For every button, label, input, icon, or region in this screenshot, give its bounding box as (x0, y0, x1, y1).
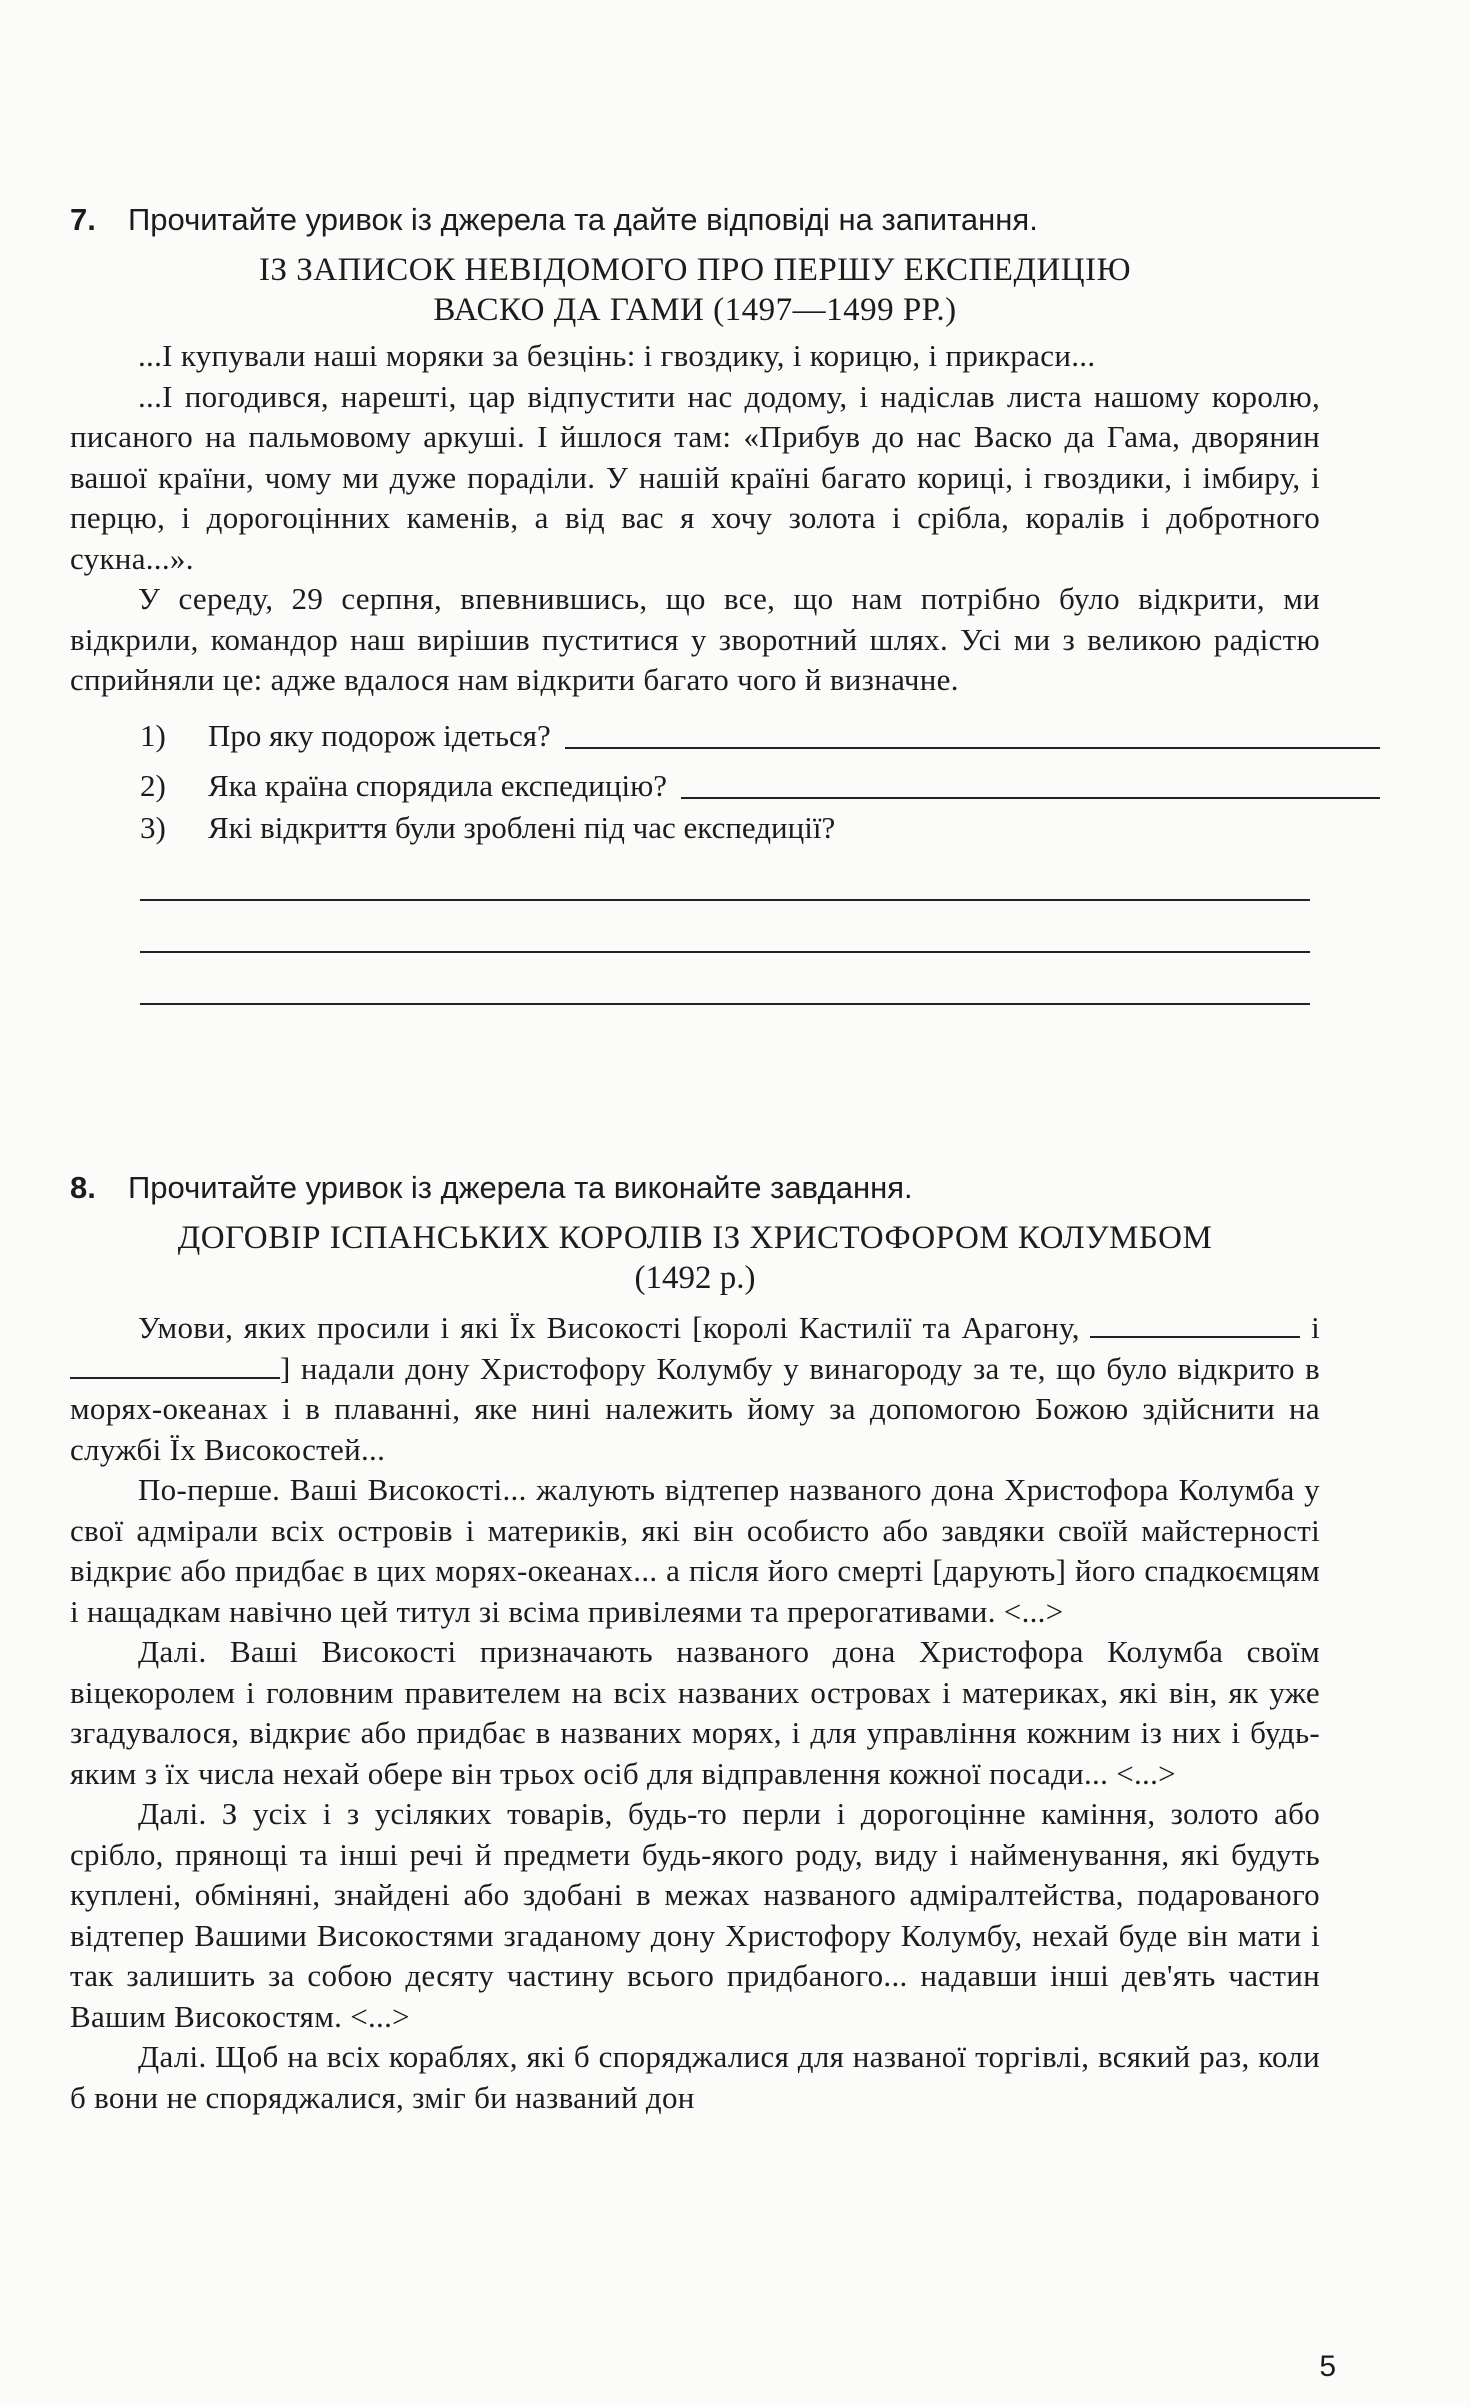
task-8-p1-part1: Умови, яких просили і які Їх Високості [королі Кастилії та Арагону, (138, 1310, 1080, 1345)
question-1-text: Про яку подорож ідеться? (208, 717, 551, 753)
blank-2[interactable] (70, 1353, 280, 1379)
task-7-paragraph-1: ...І купували наші моряки за безцінь: і гвоздику, і корицю, і прикраси... (138, 338, 1096, 373)
task-8-p1-part2: ] надали дону Христофору Колумбу у винагороду за те, що було відкрито в морях-океанах і в плаванні, яке нині належить йому за допомогою Божою здійснити на службі Їх Високостей... (70, 1350, 1320, 1467)
task-7-title-line2: ВАСКО ДА ГАМИ (1497—1499 РР.) (433, 292, 957, 328)
answer-3-line-3[interactable] (140, 953, 1310, 1005)
task-8-title-line1: ДОГОВІР ІСПАНСЬКИХ КОРОЛІВ ІЗ ХРИСТОФОРОМ КОЛУМБОМ (177, 1220, 1213, 1256)
question-2 (140, 765, 1380, 807)
task-8-paragraph-2: По-перше. Ваші Високості... жалують відтепер названого дона Христофора Колумба у свої адмірали всіх островів і материків, які він особисто або завдяки своїй майстерності відкриє або придбає в цих морях-океанах... а після його смерті [дарують] його спадкоємцям і нащадкам навічно цей титул зі всіма привілеями та прерогативами. <...> (70, 1472, 1320, 1629)
task-8-p1-i: і (1311, 1310, 1320, 1345)
question-1 (140, 715, 1380, 757)
task-8-paragraph-3: Далі. Ваші Високості призначають названого дона Христофора Колумба своїм віцекоролем і головним правителем на всіх названих островах і материках, які він, як уже згадувалося, відкриє або придбає в названих морях, і для управління кожним із них і будь-яким з їх числа нехай обере він трьох осіб для відправлення кожної посади... <...> (70, 1634, 1320, 1791)
task-7-paragraph-3: У середу, 29 серпня, впевнившись, що все, що нам потрібно було відкрити, ми відкрили, командор наш вирішив пуститися у зворотний шлях. Усі ми з великою радістю сприйняли це: адже вдалося нам відкрити багато чого й визначне. (70, 581, 1320, 697)
task-8-instruction: Прочитайте уривок із джерела та виконайте завдання. (128, 1170, 913, 1205)
task-8-number: 8. (70, 1170, 96, 1205)
answer-3-line-1[interactable] (140, 849, 1310, 901)
task-8-title-line2: (1492 р.) (634, 1260, 756, 1296)
question-3 (140, 807, 1380, 849)
answer-1-line[interactable] (565, 747, 1380, 749)
task-8-paragraph-5: Далі. Щоб на всіх кораблях, які б споряджалися для названої торгівлі, всякий раз, коли б вони не споряджалися, зміг би названий дон (70, 2039, 1320, 2115)
blank-1[interactable] (1090, 1312, 1300, 1338)
task-7-instruction: Прочитайте уривок із джерела та дайте відповіді на запитання. (128, 202, 1038, 237)
question-1-number: 1) (140, 717, 166, 753)
question-3-text: Які відкриття були зроблені під час експедиції? (208, 809, 836, 845)
task-8-header (70, 1168, 1320, 1208)
question-2-text: Яка країна спорядила експедицію? (208, 767, 667, 803)
task-7-title-line1: ІЗ ЗАПИСОК НЕВІДОМОГО ПРО ПЕРШУ ЕКСПЕДИЦІЮ (258, 252, 1132, 288)
answer-2-line[interactable] (681, 797, 1380, 799)
task-7-header (70, 200, 1320, 240)
answer-3-line-2[interactable] (140, 901, 1310, 953)
question-2-number: 2) (140, 767, 166, 803)
task-8-paragraph-1 (70, 1308, 1320, 1470)
task-7-paragraph-2: ...І погодився, нарешті, цар відпустити нас додому, і надіслав листа нашому королю, писаного на пальмовому аркуші. І йшлося там: «Прибув до нас Васко да Гама, дворянин вашої країни, чому ми дуже пораділи. У нашій країні багато кориці, і гвоздики, і імбиру, і перцю, і дорогоцінних каменів, а від вас я хочу золота і срібла, коралів і добротного сукна...». (70, 378, 1320, 576)
page-number: 5 (1319, 2350, 1336, 2383)
task-7-number: 7. (70, 202, 96, 237)
task-8-paragraph-4: Далі. З усіх і з усіляких товарів, будь-то перли і дорогоцінне каміння, золото або срібло, прянощі та інші речі й предмети будь-якого роду, виду і найменування, які будуть куплені, обміняні, знайдені або здобані в межах названого адміралтейства, подарованого відтепер Вашими Високостями згаданому дону Христофору Колумбу, нехай буде він мати і так залишить за собою десяту частину всього придбаного... надавши інші дев'ять частин Вашим Високостям. <...> (70, 1796, 1320, 2034)
question-3-number: 3) (140, 809, 166, 845)
task-7 (70, 200, 1320, 1005)
task-8 (70, 1168, 1320, 2118)
